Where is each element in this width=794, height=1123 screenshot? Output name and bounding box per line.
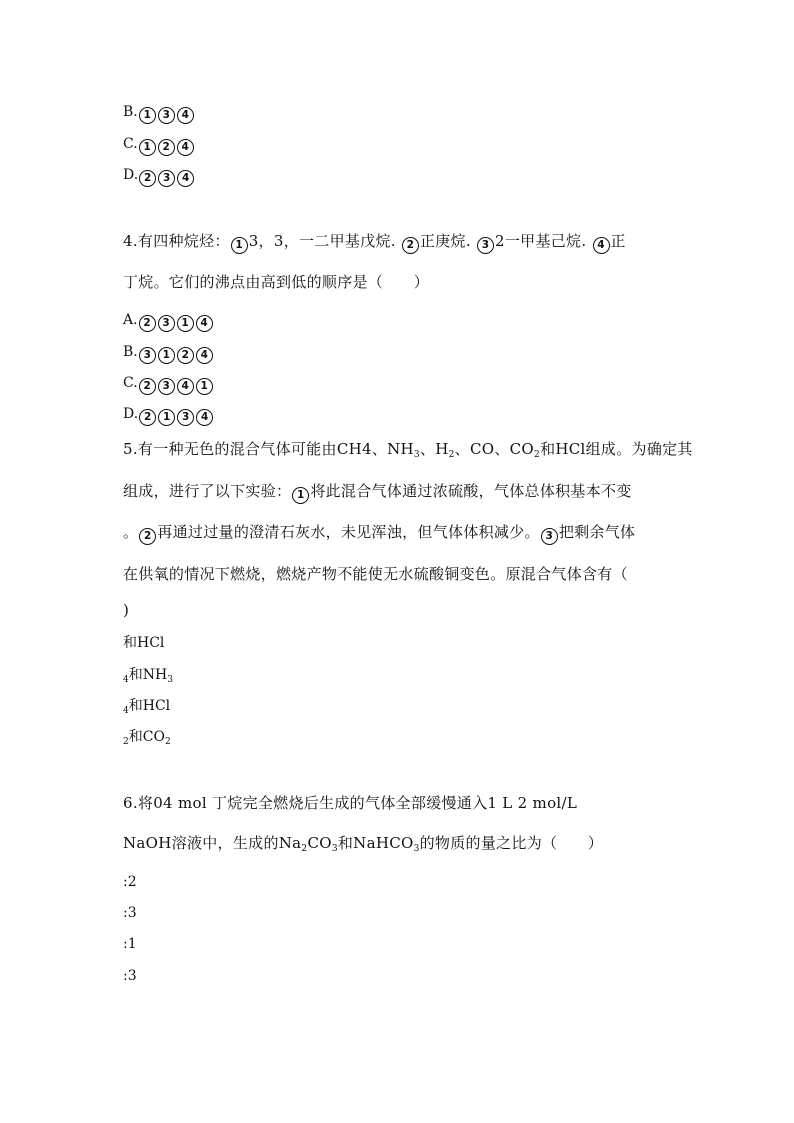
circled-number: 3 bbox=[177, 409, 194, 426]
circled-number: 4 bbox=[177, 139, 194, 156]
circled-number: 3 bbox=[541, 528, 558, 545]
q6-option-2: :3 bbox=[123, 905, 137, 921]
circled-number: 1 bbox=[177, 315, 194, 332]
q4-stem-line1: 4.有四种烷烃： 1 3，3，一二甲基戊烷. 2 正庚烷. 3 2一甲基己烷. 4 正 bbox=[123, 231, 626, 254]
circled-number: 1 bbox=[139, 139, 156, 156]
circled-number: 4 bbox=[196, 409, 213, 426]
q6-option-4: :3 bbox=[123, 968, 137, 984]
circled-number: 3 bbox=[158, 378, 175, 395]
q5-option-3: $_4$和HCl bbox=[123, 698, 171, 716]
circled-number: 3 bbox=[158, 315, 175, 332]
circled-number: 4 bbox=[177, 107, 194, 124]
circled-number: 2 bbox=[139, 170, 156, 187]
circled-number: 3 bbox=[477, 237, 494, 254]
q6-stem-line2: NaOH溶液中，生成的$Na_2CO_3$和NaHCO$_3$的物质的量之比为（ ） bbox=[123, 834, 604, 854]
circled-number: 2 bbox=[139, 409, 156, 426]
circled-number: 4 bbox=[196, 315, 213, 332]
circled-number: 2 bbox=[139, 378, 156, 395]
circled-number: 1 bbox=[292, 487, 309, 504]
q5-stem-line4: 在供氧的情况下燃烧，燃烧产物不能使无水硫酸铜变色。原混合气体含有（ bbox=[123, 565, 628, 583]
q5-stem-line2: 组成，进行了以下实验： 1 将此混合气体通过浓硫酸，气体总体积基本不变 bbox=[123, 481, 632, 504]
circled-number: 4 bbox=[177, 170, 194, 187]
circled-number: 3 bbox=[158, 170, 175, 187]
q3-option-b: B. 1 3 4 bbox=[123, 102, 195, 124]
q5-stem-line5: ) bbox=[123, 601, 130, 619]
q5-option-2: $_4$和$NH_3$ bbox=[123, 667, 173, 685]
q4-option-a: A. 2 3 1 4 bbox=[123, 310, 214, 332]
circled-number: 4 bbox=[593, 237, 610, 254]
q3-option-c: C. 1 2 4 bbox=[123, 134, 195, 156]
q3-option-d: D. 2 3 4 bbox=[123, 165, 195, 187]
circled-number: 1 bbox=[158, 347, 175, 364]
q6-stem-line1: 6.将04 mol 丁烷完全燃烧后生成的气体全部缓慢通入1 L 2 mol/L bbox=[123, 794, 578, 812]
circled-number: 2 bbox=[139, 315, 156, 332]
q5-stem-line1: 5.有一种无色的混合气体可能由CH4、$NH_3$、$H_2$、CO、$CO_2$和HCl组成。为确定其 bbox=[123, 440, 693, 460]
q4-option-b: B. 3 1 2 4 bbox=[123, 342, 214, 364]
circled-number: 1 bbox=[139, 107, 156, 124]
q5-option-1: 和HCl bbox=[123, 635, 165, 651]
circled-number: 2 bbox=[177, 347, 194, 364]
circled-number: 2 bbox=[139, 528, 156, 545]
q4-option-d: D. 2 1 3 4 bbox=[123, 404, 214, 426]
circled-number: 4 bbox=[177, 378, 194, 395]
circled-number: 3 bbox=[139, 347, 156, 364]
circled-number: 3 bbox=[158, 107, 175, 124]
circled-number: 1 bbox=[158, 409, 175, 426]
circled-number: 2 bbox=[158, 139, 175, 156]
circled-number: 1 bbox=[196, 378, 213, 395]
q6-option-3: :1 bbox=[123, 936, 137, 952]
q5-option-4: $_2$和$CO_2$ bbox=[123, 729, 171, 747]
circled-number: 1 bbox=[231, 237, 248, 254]
q6-option-1: :2 bbox=[123, 874, 137, 890]
circled-number: 4 bbox=[196, 347, 213, 364]
q4-stem-line2: 丁烷。它们的沸点由高到低的顺序是（ ） bbox=[123, 273, 430, 291]
q4-option-c: C. 2 3 4 1 bbox=[123, 373, 214, 395]
q5-stem-line3: 。 2 再通过过量的澄清石灰水，未见浑浊，但气体体积减少。 3 把剩余气体 bbox=[123, 522, 635, 545]
circled-number: 2 bbox=[402, 237, 419, 254]
